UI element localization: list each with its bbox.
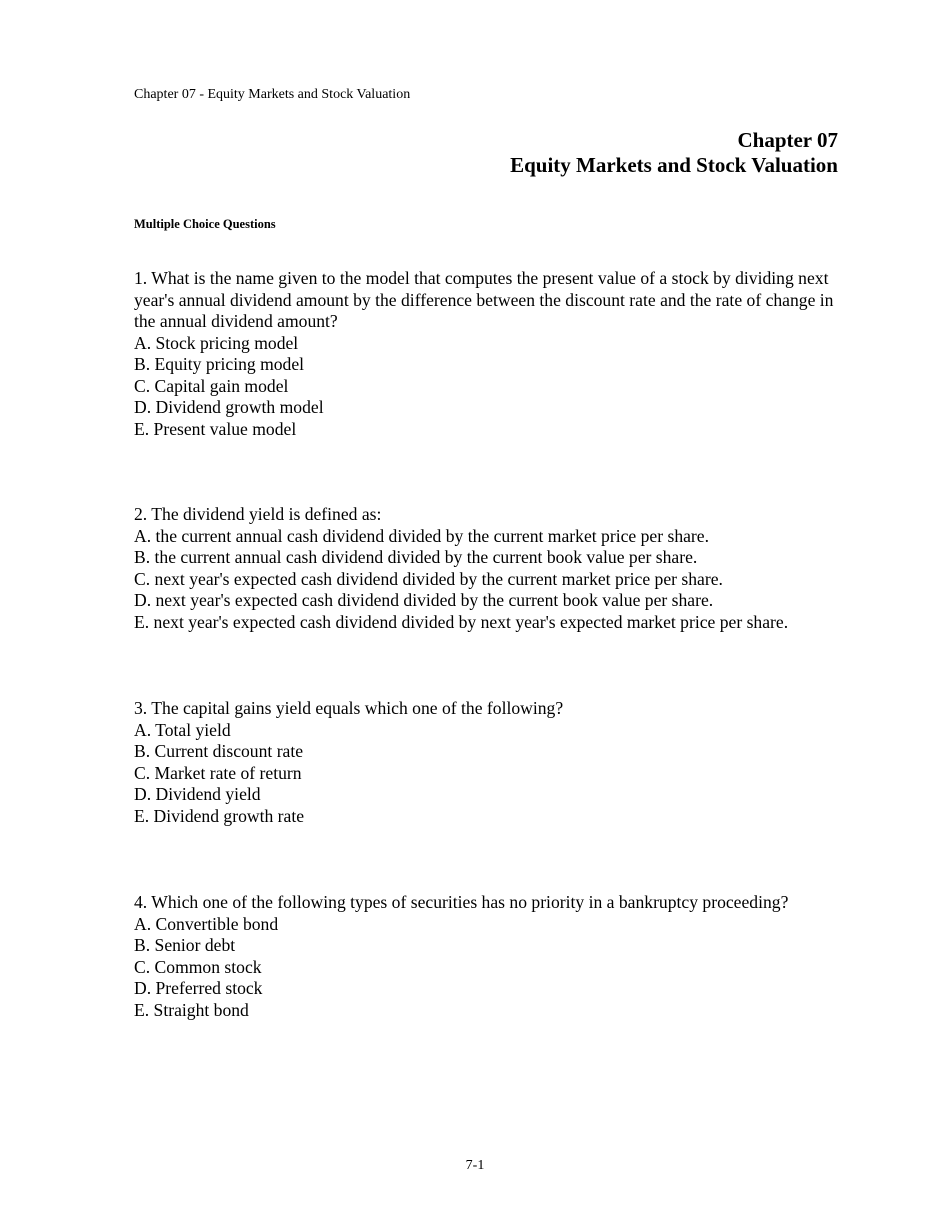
section-title: Multiple Choice Questions — [134, 217, 276, 231]
answer-option: C. Market rate of return — [134, 762, 302, 783]
question-stem: 2. The dividend yield is defined as: — [134, 504, 382, 524]
answer-option: A. the current annual cash dividend divided by the current market price per share. — [134, 525, 709, 546]
answer-option: D. next year's expected cash dividend divided by the current book value per share. — [134, 590, 714, 610]
question-3 — [134, 698, 846, 892]
answer-option: D. Dividend growth model — [134, 397, 324, 417]
running-header: Chapter 07 - Equity Markets and Stock Valuation — [134, 87, 411, 102]
answer-option: E. Dividend growth rate — [134, 805, 305, 826]
answer-options — [134, 720, 846, 828]
answer-options — [134, 914, 846, 1022]
chapter-heading — [510, 128, 838, 178]
question-2 — [134, 504, 846, 698]
answer-option: C. Capital gain model — [134, 375, 289, 396]
chapter-number: Chapter 07 — [737, 128, 838, 152]
question-list — [134, 268, 846, 1021]
question-stem: 3. The capital gains yield equals which one of the following? — [134, 698, 564, 718]
question-stem: 1. What is the name given to the model that computes the present value of a stock by dividing next year's annual dividend amount by the difference between the discount rate and the rate of change in the annual dividend amount? — [134, 268, 834, 331]
question-4 — [134, 892, 846, 1021]
answer-option: B. Equity pricing model — [134, 354, 305, 374]
question-stem: 4. Which one of the following types of securities has no priority in a bankruptcy proceeding? — [134, 892, 789, 912]
chapter-title: Equity Markets and Stock Valuation — [510, 153, 838, 177]
answer-option: B. Current discount rate — [134, 741, 304, 761]
answer-option: C. next year's expected cash dividend divided by the current market price per share. — [134, 568, 723, 589]
answer-option: E. Straight bond — [134, 999, 249, 1020]
page-number: 7-1 — [465, 1158, 485, 1173]
answer-option: B. Senior debt — [134, 935, 236, 955]
answer-option: B. the current annual cash dividend divided by the current book value per share. — [134, 547, 698, 567]
answer-options — [134, 526, 846, 634]
answer-option: D. Dividend yield — [134, 784, 261, 804]
answer-option: A. Stock pricing model — [134, 332, 299, 353]
answer-option: C. Common stock — [134, 956, 262, 977]
question-1 — [134, 268, 846, 504]
answer-option: A. Total yield — [134, 719, 231, 740]
answer-option: E. next year's expected cash dividend divided by next year's expected market price per share. — [134, 611, 789, 632]
answer-options — [134, 333, 846, 441]
answer-option: D. Preferred stock — [134, 978, 263, 998]
answer-option: A. Convertible bond — [134, 913, 279, 934]
answer-option: E. Present value model — [134, 418, 297, 439]
